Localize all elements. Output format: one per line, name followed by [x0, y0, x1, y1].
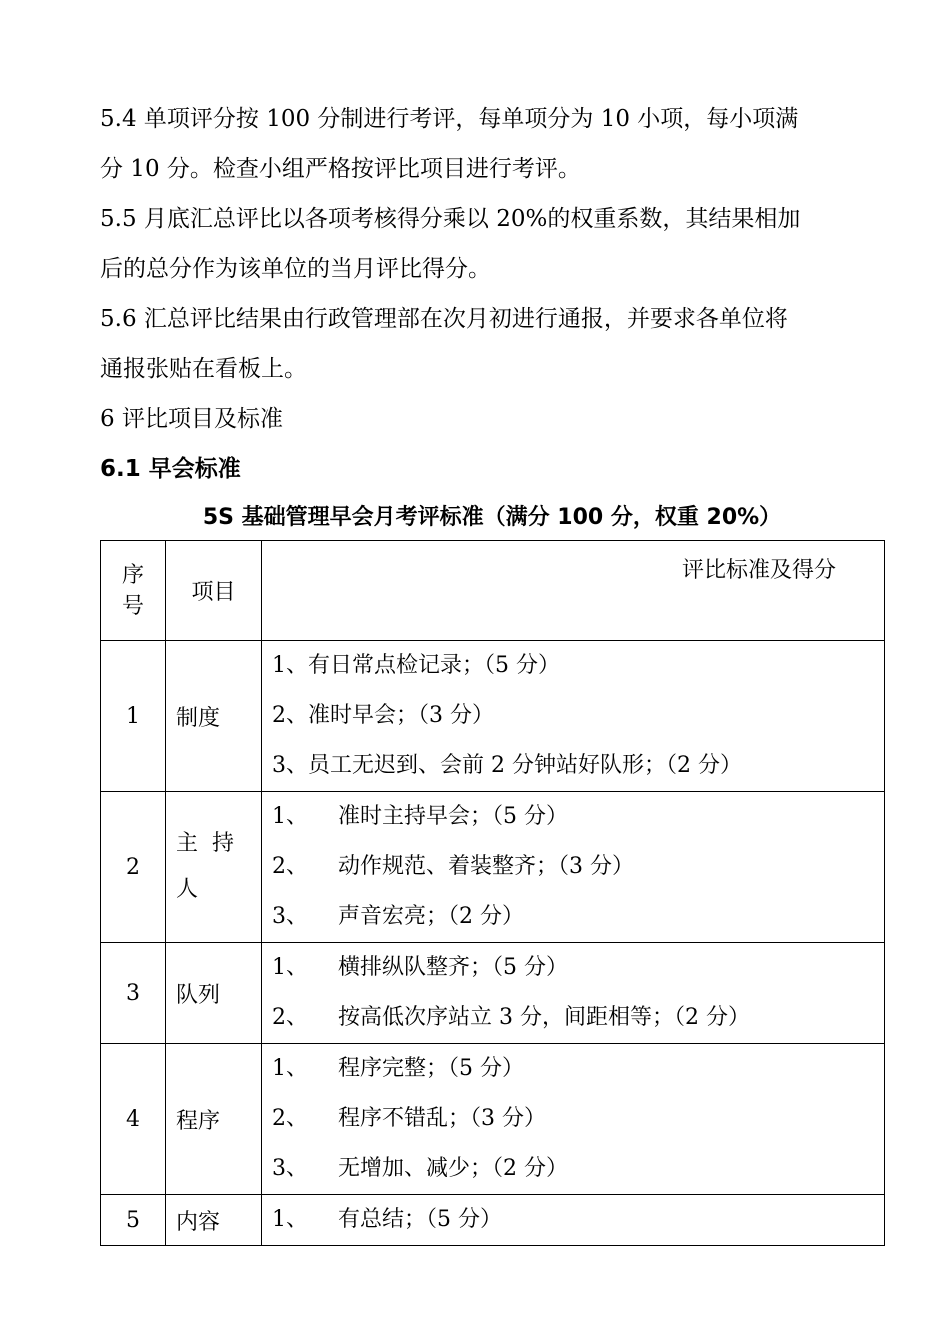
criteria-number: 2、 — [272, 1005, 308, 1030]
row-item: 程序 — [166, 1044, 262, 1195]
criteria-number: 1、 — [272, 804, 308, 829]
row-item-line-1: 主 持 — [176, 831, 234, 856]
para-5-4-line-2: 分 10 分。检查小组严格按评比项目进行考评。 — [100, 156, 581, 182]
criteria-text: 动作规范、着装整齐；（3 分） — [338, 854, 634, 879]
criteria-line — [272, 792, 884, 842]
header-serial-line-1: 序 — [121, 562, 144, 588]
section-6-1-heading: 6.1 早会标准 — [100, 456, 241, 482]
criteria-line — [272, 1094, 884, 1144]
table-row — [101, 792, 885, 943]
row-number: 1 — [101, 641, 166, 792]
section-6-heading: 6 评比项目及标准 — [100, 406, 283, 432]
criteria-text: 按高低次序站立 3 分，间距相等；（2 分） — [338, 1005, 750, 1030]
criteria-number: 1、 — [272, 1056, 308, 1081]
row-number: 4 — [101, 1044, 166, 1195]
para-5-6-line-2: 通报张贴在看板上。 — [100, 356, 307, 382]
row-item: 内容 — [166, 1195, 262, 1246]
criteria-number: 2、 — [272, 1106, 308, 1131]
header-serial-line-2: 号 — [121, 593, 144, 619]
para-5-5-line-2: 后的总分作为该单位的当月评比得分。 — [100, 256, 491, 282]
header-criteria: 评比标准及得分 — [262, 541, 885, 641]
criteria-number: 3、 — [272, 1156, 308, 1181]
para-5-5-line-1: 5.5 月底汇总评比以各项考核得分乘以 20%的权重系数，其结果相加 — [100, 206, 801, 232]
header-serial-number — [101, 541, 166, 641]
criteria-number: 1、 — [272, 1207, 308, 1232]
criteria-text: 声音宏亮；（2 分） — [338, 904, 524, 929]
criteria-text: 无增加、减少；（2 分） — [338, 1156, 568, 1181]
table-title: 5S 基础管理早会月考评标准（满分 100 分，权重 20%） — [202, 505, 782, 530]
table-row — [101, 943, 885, 1044]
criteria-text: 程序完整；（5 分） — [338, 1056, 524, 1081]
row-criteria — [262, 943, 885, 1044]
criteria-number: 1、 — [272, 955, 308, 980]
row-item — [166, 792, 262, 943]
para-5-4-line-1: 5.4 单项评分按 100 分制进行考评，每单项分为 10 小项，每小项满 — [100, 106, 799, 132]
criteria-text: 有总结；（5 分） — [338, 1207, 502, 1232]
row-number: 5 — [101, 1195, 166, 1246]
criteria-line — [272, 1044, 884, 1094]
criteria-text: 横排纵队整齐；（5 分） — [338, 955, 568, 980]
criteria-table — [100, 540, 885, 1246]
row-criteria — [262, 1044, 885, 1195]
criteria-line — [272, 892, 884, 942]
criteria-text: 程序不错乱；（3 分） — [338, 1106, 546, 1131]
row-criteria — [262, 1195, 885, 1246]
table-row — [101, 641, 885, 792]
row-item: 队列 — [166, 943, 262, 1044]
criteria-number: 3、 — [272, 904, 308, 929]
criteria-line — [272, 993, 884, 1043]
table-row — [101, 1044, 885, 1195]
criteria-line: 2、准时早会；（3 分） — [272, 703, 494, 728]
row-item: 制度 — [166, 641, 262, 792]
row-item-line-2: 人 — [176, 877, 199, 902]
criteria-number: 2、 — [272, 854, 308, 879]
table-row — [101, 1195, 885, 1246]
criteria-line — [272, 943, 884, 993]
table-header-row — [101, 541, 885, 641]
row-number: 3 — [101, 943, 166, 1044]
row-criteria — [262, 792, 885, 943]
criteria-line: 1、有日常点检记录；（5 分） — [272, 653, 560, 678]
criteria-line: 3、员工无迟到、会前 2 分钟站好队形；（2 分） — [272, 753, 742, 778]
criteria-line — [272, 842, 884, 892]
criteria-text: 准时主持早会；（5 分） — [338, 804, 568, 829]
criteria-line — [272, 1195, 884, 1245]
para-5-6-line-1: 5.6 汇总评比结果由行政管理部在次月初进行通报，并要求各单位将 — [100, 306, 788, 332]
row-criteria — [262, 641, 885, 792]
criteria-line — [272, 1144, 884, 1194]
row-number: 2 — [101, 792, 166, 943]
header-item: 项目 — [166, 541, 262, 641]
